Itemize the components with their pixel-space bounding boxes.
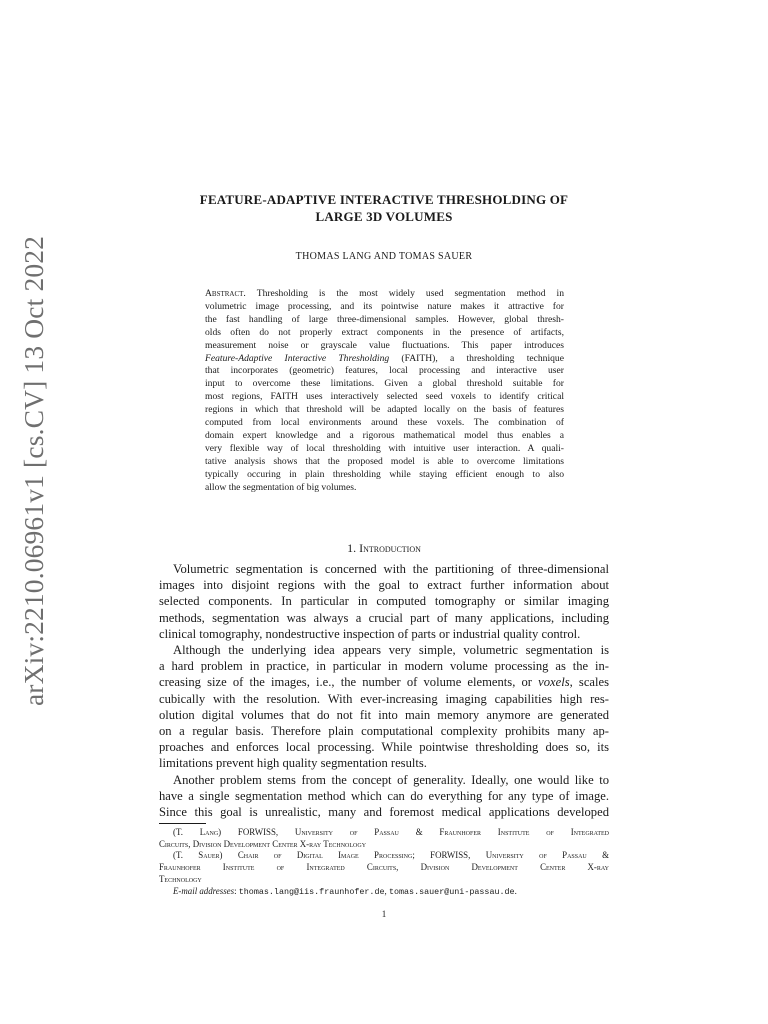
body-line: Since this goal is unrealistic, many and foremost medical applications developed — [159, 805, 609, 820]
abstract-line: typically occuring in plain thresholding while staying efficient enough to also — [205, 468, 564, 480]
abstract-line: allow the segmentation of big volumes. — [205, 481, 357, 493]
paper-authors: THOMAS LANG AND TOMAS SAUER — [295, 251, 473, 262]
body-line: cubically with the resolution. With ever-increasing imaging capabilities high res- — [159, 691, 609, 706]
section-heading-introduction — [150, 541, 618, 556]
introduction-body — [159, 561, 609, 820]
abstract-line: most regions, FAITH uses interactively selected seed voxels to identify critical — [205, 391, 564, 403]
abstract-label: Abstract. — [205, 288, 246, 299]
affiliation-line: (T. Sauer) Chair of Digital Image Processing; FORWISS, University of Passau & — [173, 850, 609, 861]
abstract-line: volumetric image processing, and its pointwise nature makes it attractive for — [205, 300, 564, 312]
body-line: proaches and enforces local processing. While pointwise thresholding does so, its — [159, 740, 609, 755]
footnote-divider — [159, 823, 206, 824]
abstract-line: the fast handling of large three-dimensional samples. However, global thresh- — [205, 313, 564, 325]
abstract-line: that incorporates (geometric) features, local processing and interactive user — [205, 365, 564, 377]
author-affiliations — [159, 827, 609, 898]
email-link-lang[interactable]: thomas.lang@iis.fraunhofer.de — [238, 886, 385, 897]
affiliation-line: Circuits, Division Development Center X-ray Technology — [159, 838, 367, 849]
abstract-line: very flexible way of local thresholding with intuitive user interaction. A quali- — [205, 442, 564, 454]
abstract-line: tative analysis shows that the proposed model is able to overcome limitations — [205, 455, 564, 467]
email-link-sauer[interactable]: tomas.sauer@uni-passau.de — [388, 886, 515, 897]
body-line: selected components. In particular in computed tomography or similar imaging — [159, 594, 609, 609]
arxiv-identifier-stamp — [4, 235, 64, 707]
affiliation-line: (T. Lang) FORWISS, University of Passau & Fraunhofer Institute of Integrated — [173, 827, 609, 837]
body-line: olution digital volumes that do not fit into main memory anymore are generated — [159, 707, 609, 722]
section-title: Introduction — [359, 541, 421, 555]
arxiv-identifier-text: arXiv:2210.06961v1 [cs.CV] 13 Oct 2022 — [18, 235, 49, 707]
body-line: creasing size of the images, i.e., the number of volume elements, or voxels, scales — [159, 675, 609, 690]
abstract-line: input to overcome these limitations. Given a global threshold suitable for — [205, 378, 564, 390]
abstract-line: Abstract. Thresholding is the most widely used segmentation method in — [205, 288, 564, 299]
abstract-line: computed from local environments around these voxels. The combination of — [205, 417, 564, 429]
body-line: Volumetric segmentation is concerned with the partitioning of three-dimensional — [173, 562, 609, 576]
body-line: Another problem stems from the concept of generality. Ideally, one would like to — [173, 772, 609, 787]
affiliation-line: Fraunhofer Institute of Integrated Circuits, Division Development Center X-ray — [159, 862, 609, 873]
body-line: a hard problem in practice, in particular in modern volume processing as the in- — [159, 659, 609, 674]
abstract — [205, 288, 564, 495]
email-label: E-mail addresses — [173, 885, 235, 896]
abstract-line: domain expert knowledge and a rigorous mathematical model thus enables a — [205, 429, 564, 441]
section-number: 1. — [347, 541, 357, 555]
abstract-line: measurement noise or grayscale value fluctuations. This paper introduces — [205, 339, 564, 351]
body-line: methods, segmentation was always a crucial part of many applications, including — [159, 610, 609, 625]
abstract-line: regions in which that threshold will be adapted locally on the basis of features — [205, 404, 564, 416]
voxels-emphasis: voxels — [538, 675, 570, 690]
paper-title-line-2: LARGE 3D VOLUMES — [315, 209, 453, 224]
paper-title — [150, 191, 618, 225]
body-line: Although the underlying idea appears very simple, volumetric segmentation is — [173, 643, 609, 658]
affiliation-line: Technology — [159, 873, 202, 884]
paper-title-line-1: FEATURE-ADAPTIVE INTERACTIVE THRESHOLDING OF — [199, 192, 569, 207]
body-line: limitations prevent high quality segmentation results. — [159, 756, 427, 771]
body-line: clinical tomography, nondestructive inspection of parts or industrial quality control. — [159, 626, 581, 641]
body-line: images into disjoint regions with the goal to extract further information about — [159, 578, 609, 593]
body-line: have a single segmentation method which can do everything for any type of image. — [159, 788, 609, 803]
abstract-line: olds often do not properly extract components in the presence of artifacts, — [205, 326, 564, 338]
method-name-emphasis: Feature-Adaptive Interactive Thresholding — [205, 352, 390, 364]
email-line: E-mail addresses: thomas.lang@iis.fraunhofer.de, tomas.sauer@uni-passau.de. — [173, 885, 517, 897]
body-line: on a regular basis. Therefore plain computational complexity prohibits many ap- — [159, 724, 609, 739]
page-number: 1 — [381, 909, 387, 919]
abstract-line: Feature-Adaptive Interactive Thresholding (FAITH), a thresholding technique — [205, 352, 564, 364]
